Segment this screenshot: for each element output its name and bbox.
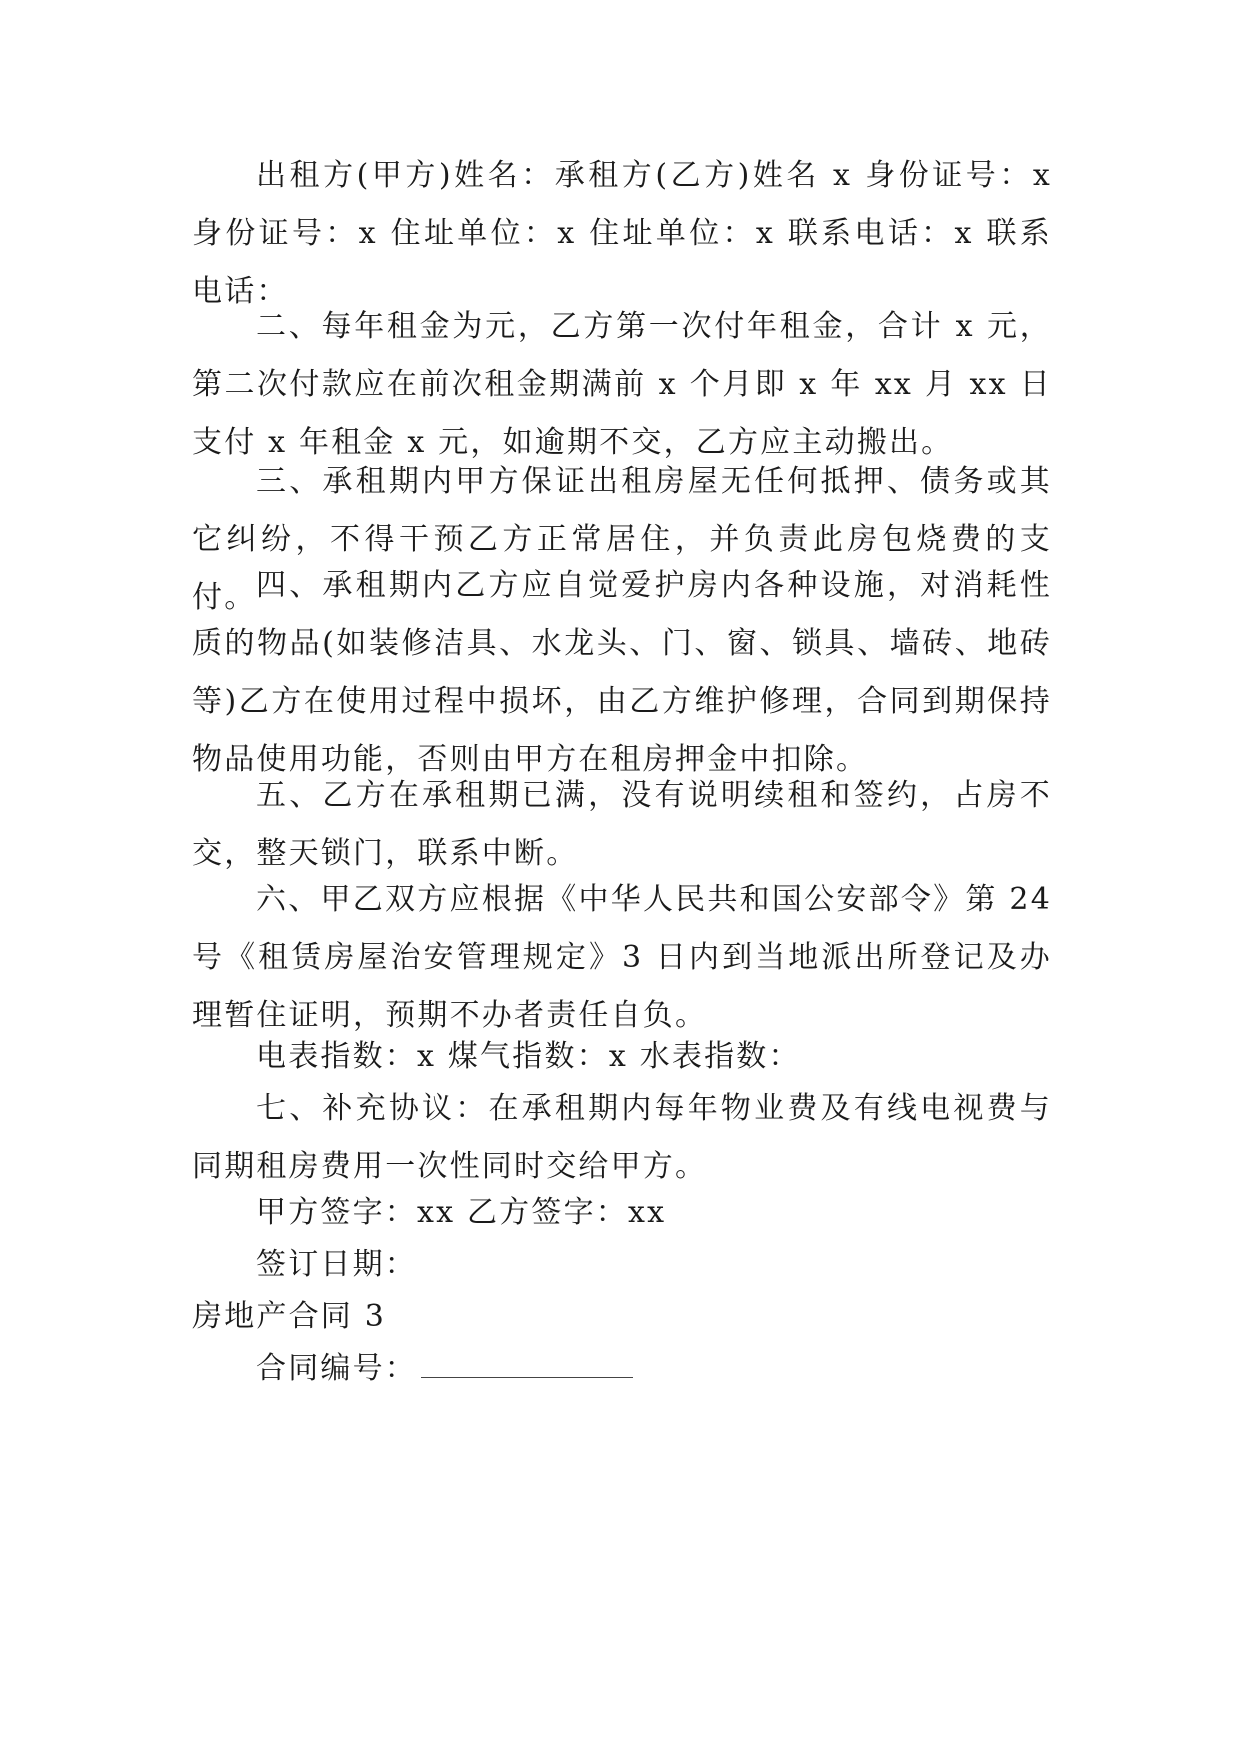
contract-number-blank (421, 1347, 633, 1378)
meter-readings-line: 电表指数：x 煤气指数：x 水表指数： (256, 1039, 801, 1074)
section-heading: 房地产合同 3 (192, 1299, 387, 1334)
clause-7-supplement-paragraph: 七、补充协议：在承租期内每年物业费及有线电视费与同期租房费用一次性同时交给甲方。 (192, 1091, 1052, 1184)
clause-2-rent-paragraph: 二、每年租金为元，乙方第一次付年租金，合计 x 元，第二次付款应在前次租金期满前 x 个月即 x 年 xx 月 xx 日支付 x 年租金 x 元，如逾期不交，乙方应主动搬出。 (192, 309, 1052, 460)
clause-5-paragraph: 五、乙方在承租期已满，没有说明续租和签约，占房不交，整天锁门，联系中断。 (192, 778, 1052, 871)
clause-4-paragraph: 四、承租期内乙方应自觉爱护房内各种设施，对消耗性质的物品(如装修洁具、水龙头、门、窗、锁具、墙砖、地砖等)乙方在使用过程中损坏，由乙方维护修理，合同到期保持物品使用功能，否则由甲方在租房押金中扣除。 (192, 568, 1052, 777)
signatures-line: 甲方签字：xx 乙方签字：xx (256, 1195, 667, 1230)
clause-3-paragraph: 三、承租期内甲方保证出租房屋无任何抵押、债务或其它纠纷，不得干预乙方正常居住，并负责此房包烧费的支付。 (192, 464, 1052, 615)
party-info-paragraph: 出租方(甲方)姓名：承租方(乙方)姓名 x 身份证号：x 身份证号：x 住址单位：x 住址单位：x 联系电话：x 联系电话： (192, 158, 1052, 309)
clause-6-paragraph: 六、甲乙双方应根据《中华人民共和国公安部令》第 24 号《租赁房屋治安管理规定》3 日内到当地派出所登记及办理暂住证明，预期不办者责任自负。 (192, 882, 1052, 1033)
contract-number-label: 合同编号： (256, 1351, 417, 1386)
contract-number-line (192, 1340, 1052, 1398)
signing-date-line: 签订日期： (256, 1247, 417, 1282)
